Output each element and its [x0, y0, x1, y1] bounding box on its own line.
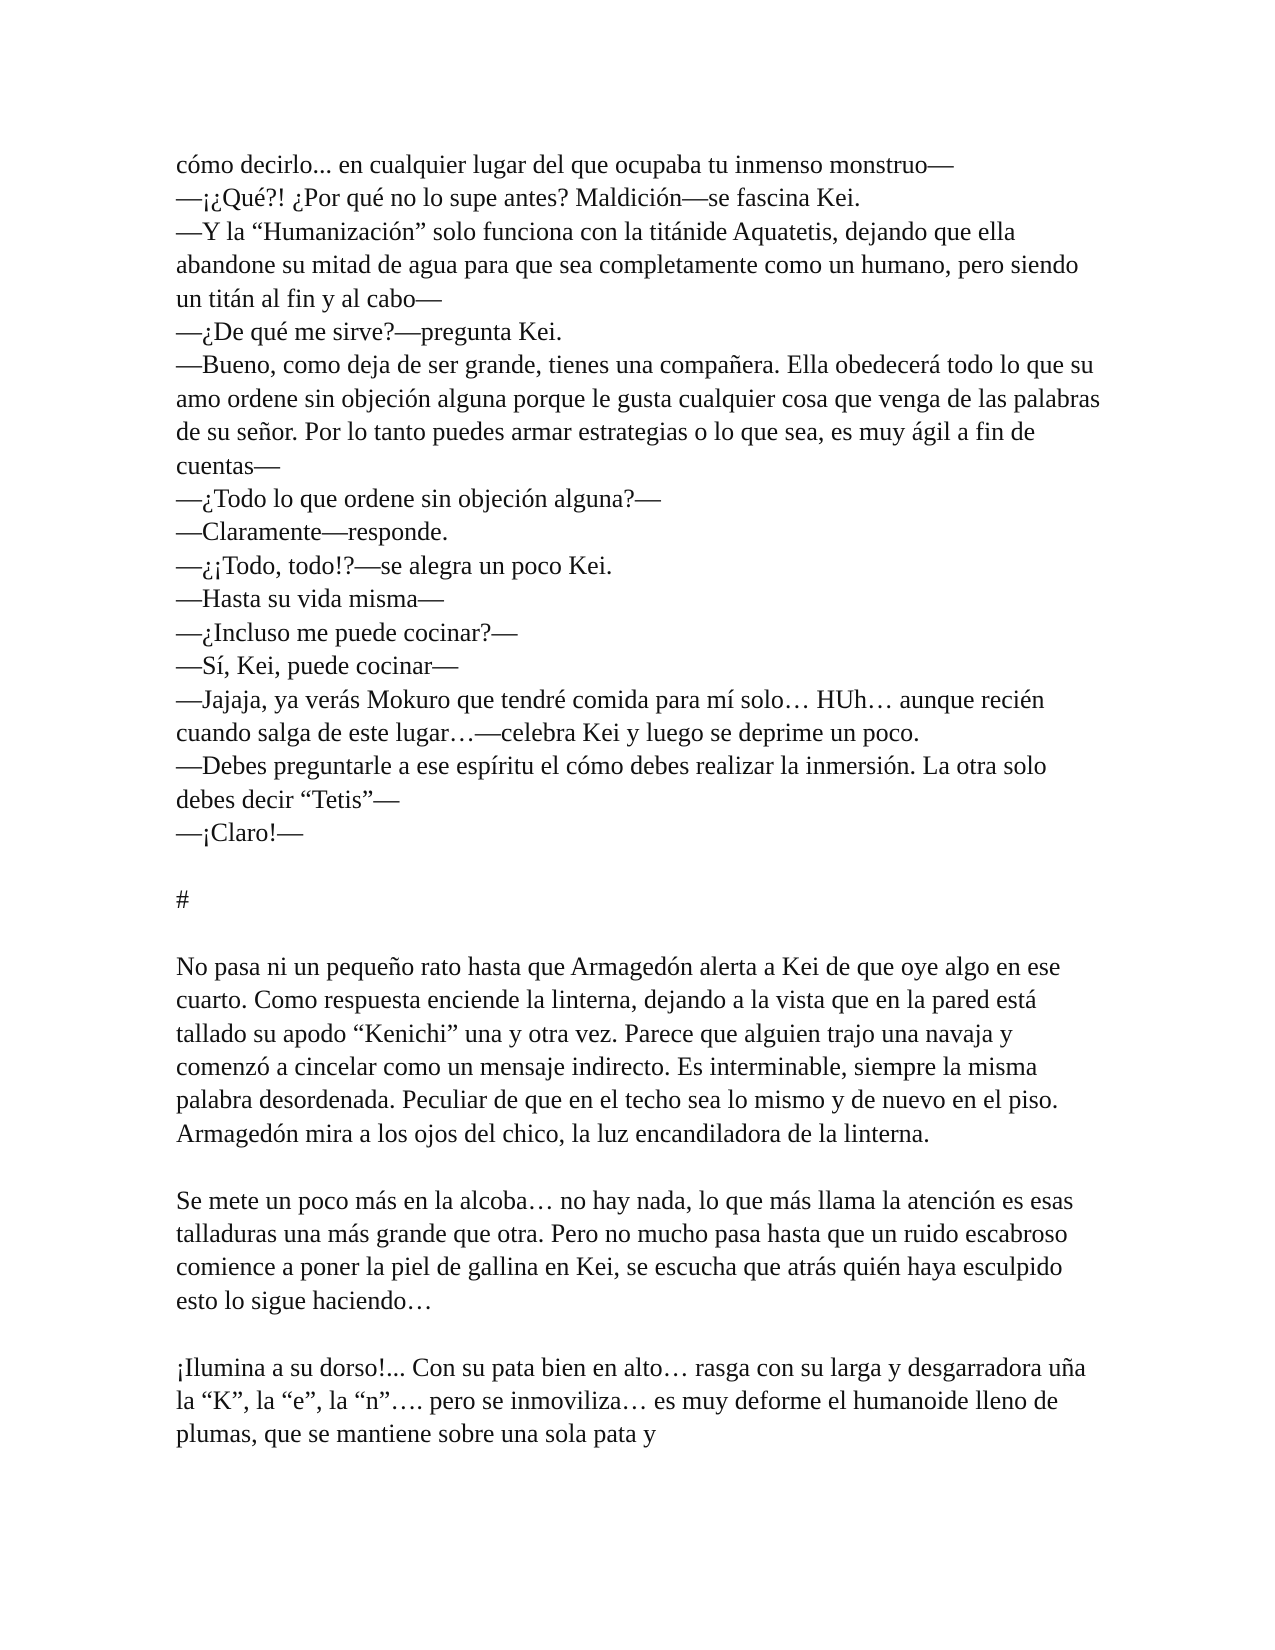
dialogue-line: —Claramente—responde. — [176, 517, 449, 547]
dialogue-line: —¿Todo lo que ordene sin objeción alguna?— — [176, 484, 661, 514]
scene-break: # — [176, 884, 189, 914]
dialogue-line: cómo decirlo... en cualquier lugar del que ocupaba tu inmenso monstruo— — [176, 150, 954, 179]
dialogue-line: —¿De qué me sirve?—pregunta Kei. — [176, 317, 563, 347]
body-paragraph: ¡Ilumina a su dorso!... Con su pata bien en alto… rasga con su larga y desgarradora uña la “K”, la “e”, la “n”…. pero se inmoviliza… es muy deforme el humanoide lleno de plumas, que se mantiene sobre una sola pata y — [176, 1352, 1086, 1449]
dialogue-line: —¿Incluso me puede cocinar?— — [176, 617, 518, 647]
blank-line — [176, 916, 1106, 949]
body-paragraph: Se mete un poco más en la alcoba… no hay nada, lo que más llama la atención es esas talladuras una más grande que otra. Pero no mucho pasa hasta que un ruido escabroso comience a poner la piel de gallina en Kei, se escucha que atrás quién haya esculpido esto lo sigue haciendo… — [176, 1185, 1074, 1315]
dialogue-line: —¡Claro!— — [176, 818, 304, 848]
dialogue-line: —¿¡Todo, todo!?—se alegra un poco Kei. — [176, 550, 613, 580]
dialogue-line: —Jajaja, ya verás Mokuro que tendré comida para mí solo… HUh… aunque recién cuando salga de este lugar…—celebra Kei y luego se deprime un poco. — [176, 684, 1045, 747]
document-page — [176, 148, 1106, 1451]
blank-line — [176, 1150, 1106, 1183]
blank-line — [176, 1317, 1106, 1350]
body-paragraph: No pasa ni un pequeño rato hasta que Armagedón alerta a Kei de que oye algo en ese cuarto. Como respuesta enciende la linterna, dejando a la vista que en la pared está tallado su apodo “Kenichi” una y otra vez. Parece que alguien trajo una navaja y comenzó a cincelar como un mensaje indirecto. Es interminable, siempre la misma palabra desordenada. Peculiar de que en el techo sea lo mismo y de nuevo en el piso. Armagedón mira a los ojos del chico, la luz encandiladora de la linterna. — [176, 951, 1061, 1148]
dialogue-line: —Bueno, como deja de ser grande, tienes una compañera. Ella obedecerá todo lo que su amo ordene sin objeción alguna porque le gusta cualquier cosa que venga de las palabras de su señor. Por lo tanto puedes armar estrategias o lo que sea, es muy ágil a fin de cuentas— — [176, 350, 1101, 480]
dialogue-line: —Debes preguntarle a ese espíritu el cómo debes realizar la inmersión. La otra solo debes decir “Tetis”— — [176, 751, 1047, 814]
dialogue-line: —Hasta su vida misma— — [176, 584, 444, 614]
dialogue-line: —¡¿Qué?! ¿Por qué no lo supe antes? Maldición—se fascina Kei. — [176, 183, 861, 213]
dialogue-line: —Y la “Humanización” solo funciona con la titánide Aquatetis, dejando que ella abandone su mitad de agua para que sea completamente como un humano, pero siendo un titán al fin y al cabo— — [176, 216, 1079, 313]
dialogue-line: —Sí, Kei, puede cocinar— — [176, 651, 459, 681]
blank-line — [176, 850, 1106, 883]
